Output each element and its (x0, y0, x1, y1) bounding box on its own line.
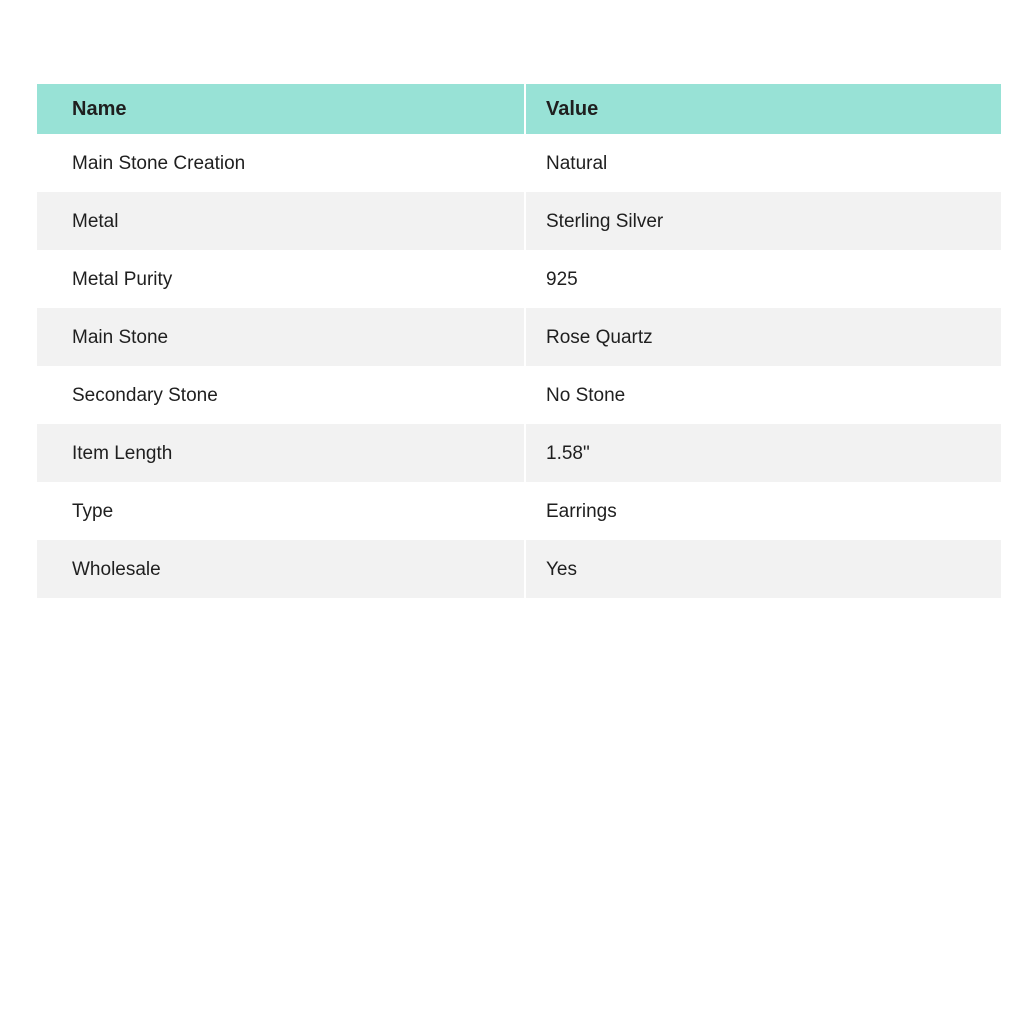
header-name-cell: Name (72, 98, 127, 120)
table-row (37, 482, 1001, 540)
header-value-cell: Value (524, 84, 1001, 134)
attribute-value-cell: Yes (524, 540, 1001, 598)
attribute-value-cell: 1.58" (524, 424, 1001, 482)
attribute-name-cell: Secondary Stone (72, 384, 218, 406)
attribute-value-cell: Sterling Silver (524, 192, 1001, 250)
attribute-name-cell: Metal Purity (72, 268, 173, 290)
table-row (37, 192, 1001, 250)
table-row (37, 134, 1001, 192)
attribute-value-cell: Earrings (524, 482, 1001, 540)
table-row (37, 308, 1001, 366)
attribute-name-cell: Wholesale (72, 558, 161, 580)
attribute-value-cell: Rose Quartz (524, 308, 1001, 366)
attribute-name-cell: Type (72, 500, 114, 522)
product-attributes-table (37, 84, 1001, 598)
table-row (37, 250, 1001, 308)
attribute-name-cell: Main Stone (72, 326, 169, 348)
attribute-value-cell: No Stone (524, 366, 1001, 424)
attribute-value-cell: Natural (524, 134, 1001, 192)
attribute-value-cell: 925 (524, 250, 1001, 308)
table-body (37, 134, 1001, 598)
table-header-row (37, 84, 1001, 134)
attribute-name-cell: Main Stone Creation (72, 152, 246, 174)
table-row (37, 540, 1001, 598)
attribute-name-cell: Metal (72, 210, 119, 232)
attribute-name-cell: Item Length (72, 442, 173, 464)
table-row (37, 424, 1001, 482)
table-row (37, 366, 1001, 424)
